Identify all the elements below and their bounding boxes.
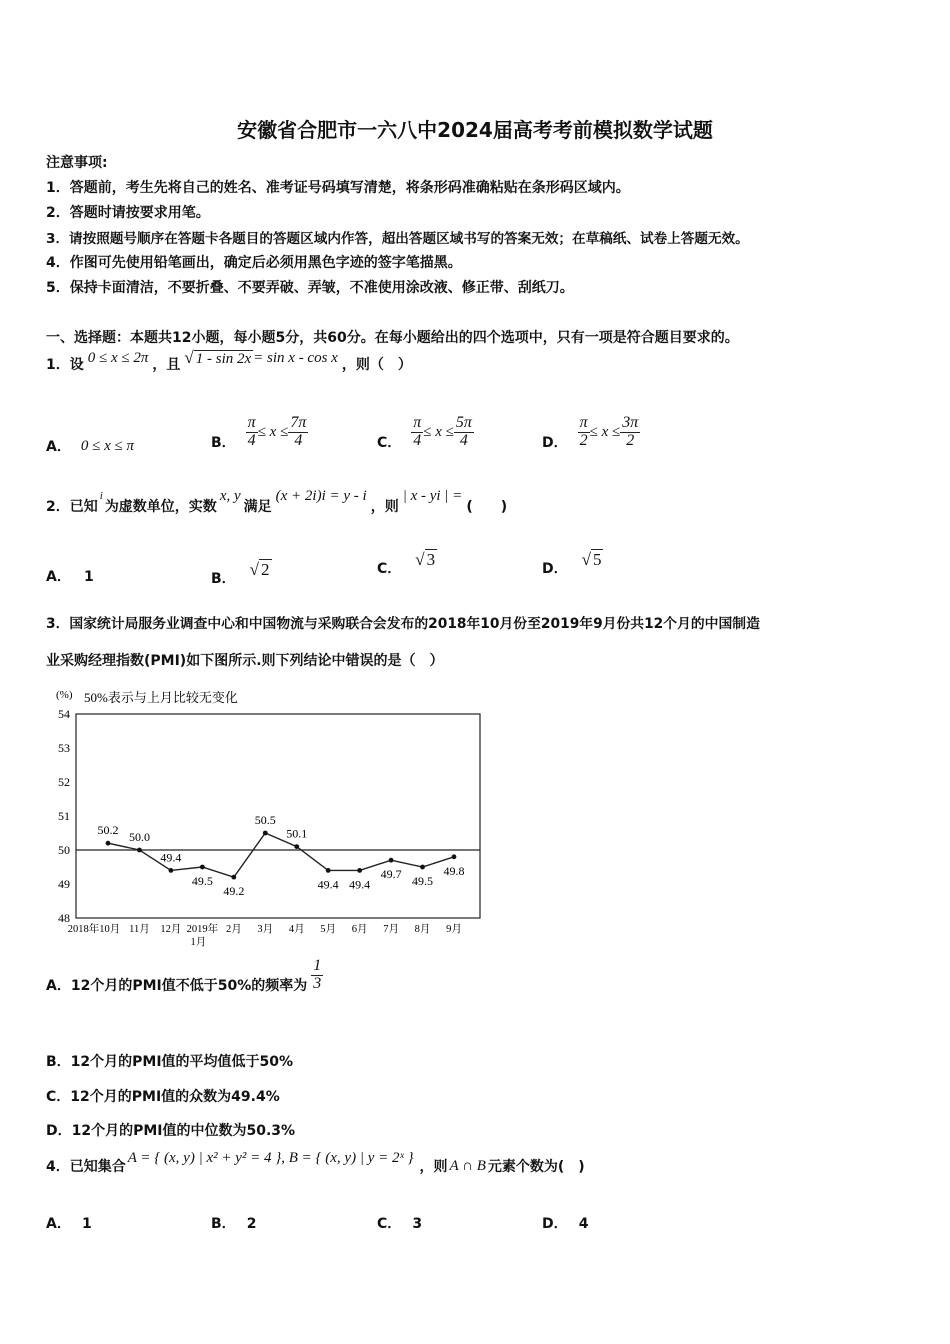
y-tick-label: 51 (58, 809, 70, 823)
q1-radicand: 1 - sin 2x (195, 351, 252, 367)
q4-prefix: 4．已知集合 (46, 1159, 126, 1175)
notice-heading: 注意事项: (46, 155, 108, 171)
question-1 (46, 348, 412, 374)
q2-imag-unit: i (99, 490, 103, 502)
option-label: A． (46, 439, 71, 455)
option-text: 2 (246, 1216, 257, 1232)
x-tick-label: 7月 (383, 924, 399, 935)
option-label: A． (46, 569, 71, 585)
data-label: 49.4 (160, 850, 182, 865)
q3-line2: 业采购经理指数(PMI)如下图所示.则下列结论中错误的是（ ） (46, 653, 444, 669)
q2-text: 为虚数单位，实数 (104, 499, 217, 515)
option-label: D． (542, 561, 568, 577)
q1-option-d[interactable] (542, 412, 640, 452)
q4-set-a: A = { (x, y) | x² + y² = 4 } (127, 1149, 282, 1166)
q1-option-c[interactable] (377, 412, 474, 452)
x-tick-label: 1月 (190, 937, 207, 947)
q2-option-d[interactable] (542, 550, 603, 578)
q2-prefix: 2．已知 (46, 499, 98, 515)
x-tick-label: 6月 (351, 924, 368, 935)
q4-intersection: A ∩ B (449, 1157, 486, 1174)
option-text: 4 (578, 1216, 589, 1232)
sqrt: √ 5 (581, 550, 602, 569)
option-text: A．12个月的PMI值不低于50%的频率为 (46, 978, 308, 995)
y-tick-label: 50 (58, 843, 70, 857)
option-label: C． (377, 1216, 402, 1232)
data-point (326, 868, 331, 873)
x-axis-ticks (68, 922, 462, 947)
notice-item: 1．答题前，考生先将自己的姓名、准考证号码填写清楚，将条形码准确粘贴在条形码区域内。 (46, 180, 630, 196)
option-text: 1 (81, 1216, 92, 1232)
data-label: 49.8 (443, 863, 465, 878)
y-axis-ticks (58, 707, 70, 925)
x-tick-label: 4月 (288, 924, 305, 935)
data-label: 50.2 (97, 823, 119, 838)
q2-modulus: | x - yi | = (402, 487, 463, 504)
y-tick-label: 53 (58, 741, 70, 755)
data-point (137, 848, 142, 853)
q3-line1: 3．国家统计局服务业调查中心和中国物流与采购联合会发布的2018年10月份至2019年9月份共12个月的中国制造 (46, 616, 760, 632)
q1-prefix: 1．设 (46, 357, 84, 373)
notice-item: 5．保持卡面清洁，不要折叠、不要弄破、弄皱，不准使用涂改液、修正带、刮纸刀。 (46, 280, 574, 296)
q4-option-c[interactable] (377, 1213, 422, 1233)
x-tick-label: 11月 (129, 924, 150, 935)
option-label: B． (211, 435, 236, 451)
q2-text: 满足 (243, 499, 272, 515)
data-label: 49.5 (412, 874, 434, 888)
data-point (200, 865, 205, 870)
data-label: 50.5 (254, 813, 276, 827)
option-text: 1 (83, 569, 94, 585)
q1-option-a[interactable] (46, 436, 134, 456)
q2-text: ，则 (370, 499, 399, 515)
y-tick-label: 54 (58, 707, 70, 721)
option-text: 3 (412, 1216, 423, 1232)
fraction: $\frac{7\pi}{4}$ (290, 413, 307, 449)
x-tick-label: 2月 (225, 924, 242, 935)
x-tick-label: 3月 (257, 924, 274, 935)
pmi-chart (40, 682, 500, 947)
option-label: B． (211, 1216, 236, 1232)
question-4 (46, 1149, 585, 1176)
q1-suffix: ，则（ ） (341, 357, 412, 373)
q4-set-b: , B = { (x, y) | y = 2ˣ } (281, 1149, 414, 1166)
x-tick-label: 2018年10月 (67, 924, 121, 935)
data-point (106, 841, 111, 846)
data-point (452, 854, 457, 859)
data-point (169, 868, 174, 873)
option-label: A． (46, 1216, 71, 1232)
q4-option-b[interactable] (211, 1213, 257, 1233)
q3-option-a[interactable] (46, 957, 323, 1003)
data-label: 49.2 (223, 884, 245, 899)
fraction: $\frac{\pi}{4}$ (413, 413, 422, 449)
data-point (263, 831, 268, 836)
y-tick-label: 48 (58, 911, 70, 925)
option-label: C． (377, 435, 402, 451)
x-tick-label: 5月 (320, 924, 337, 935)
x-tick-label: 9月 (446, 924, 462, 935)
option-label: B． (211, 571, 236, 587)
notice-item: 2．答题时请按要求用笔。 (46, 205, 210, 221)
q4-text: ，则 (419, 1159, 448, 1175)
option-text: 0 ≤ x ≤ π (80, 437, 134, 454)
chart-unit-label: (%) (56, 689, 73, 701)
option-label: C． (377, 561, 402, 577)
question-2 (46, 487, 508, 516)
data-label: 49.4 (349, 877, 371, 892)
option-label: D． (542, 435, 568, 451)
y-tick-label: 52 (58, 775, 70, 789)
data-label: 49.7 (380, 867, 402, 882)
x-tick-label: 12月 (160, 924, 182, 935)
notice-item: 4．作图可先使用铅笔画出，确定后必须用黑色字迹的签字笔描黑。 (46, 255, 462, 271)
fraction: $\frac{3\pi}{2}$ (622, 413, 639, 449)
data-label: 49.4 (317, 877, 339, 892)
option-relation: ≤ x ≤ (423, 423, 454, 440)
q4-suffix: 元素个数为( ) (487, 1159, 585, 1175)
data-point (389, 858, 394, 863)
page-title: 安徽省合肥市一六八中2024届高考考前模拟数学试题 (237, 118, 713, 142)
sqrt: √ 2 (249, 560, 270, 579)
chart-title: 50%表示与上月比较无变化 (84, 690, 238, 705)
q1-rhs: = sin x - cos x (253, 349, 338, 366)
q2-option-a[interactable] (46, 566, 94, 586)
q4-option-a[interactable] (46, 1213, 92, 1233)
data-point (420, 865, 425, 870)
q3-option-b[interactable]: B．12个月的PMI值的平均值低于50% (46, 1054, 294, 1070)
q2-option-c[interactable] (377, 550, 437, 578)
q2-answer-paren: ( ) (466, 499, 508, 515)
fraction: $\frac{5\pi}{4}$ (455, 413, 472, 449)
x-tick-label: 8月 (414, 924, 431, 935)
q2-xy: x, y (219, 487, 241, 504)
x-tick-label: 2019年 (186, 924, 219, 935)
fraction: $\frac{\pi}{4}$ (247, 413, 256, 449)
data-label: 50.0 (128, 830, 150, 844)
fraction: $\frac{\pi}{2}$ (579, 413, 588, 449)
q3-option-d[interactable]: D．12个月的PMI值的中位数为50.3% (46, 1123, 296, 1139)
data-point (357, 868, 362, 873)
data-label: 49.5 (191, 874, 213, 888)
option-relation: ≤ x ≤ (257, 423, 289, 440)
q1-sqrt: √ 1 - sin 2x (184, 348, 252, 367)
y-tick-label: 49 (58, 877, 70, 891)
q4-option-d[interactable] (542, 1213, 588, 1233)
data-label: 50.1 (286, 826, 308, 841)
q3-option-c[interactable]: C．12个月的PMI值的众数为49.4% (46, 1089, 280, 1105)
q2-option-b[interactable] (211, 558, 272, 588)
data-point (294, 844, 299, 849)
q1-condition: 0 ≤ x ≤ 2π (87, 349, 149, 366)
q1-option-b[interactable] (211, 412, 308, 452)
fraction: $\frac{1}{3}$ (313, 957, 322, 992)
sqrt: √ 3 (415, 550, 436, 569)
q2-equation: (x + 2i)i = y - i (275, 487, 367, 504)
pmi-series (98, 813, 465, 898)
section-heading: 一、选择题：本题共12小题，每小题5分，共60分。在每小题给出的四个选项中，只有一项是符合题目要求的。 (46, 330, 739, 346)
data-point (231, 875, 236, 880)
option-label: D． (542, 1216, 568, 1232)
option-relation: ≤ x ≤ (589, 423, 621, 440)
notice-item: 3．请按照题号顺序在答题卡各题目的答题区域内作答，超出答题区域书写的答案无效；在草稿纸、试卷上答题无效。 (46, 231, 749, 247)
q1-mid: ，且 (152, 357, 181, 373)
